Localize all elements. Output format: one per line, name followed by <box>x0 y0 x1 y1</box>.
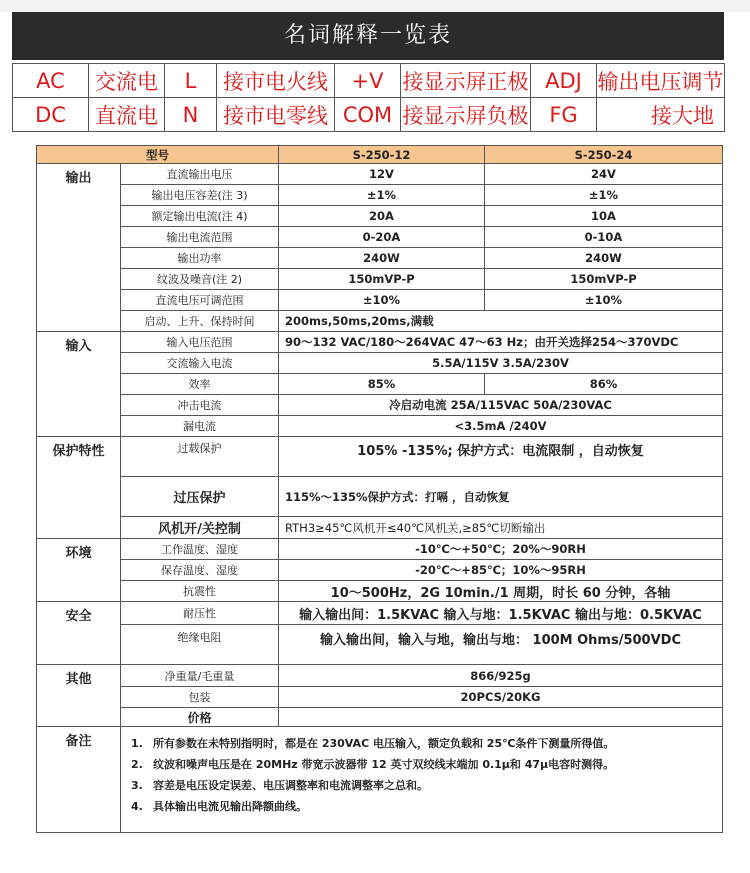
table-row <box>37 269 723 290</box>
category-output: 输出 <box>37 164 121 332</box>
term-meaning: 接显示屏正极 <box>401 64 531 98</box>
table-row <box>37 517 723 539</box>
table-row <box>37 539 723 560</box>
table-row <box>37 625 723 665</box>
value-cell: 20A <box>279 206 485 227</box>
param-label: 直流电压可调范围 <box>121 290 279 311</box>
value-cell: 输入输出间，输入与地，输出与地： 100M Ohms/500VDC <box>279 625 723 665</box>
spec-header-row <box>37 146 723 164</box>
note-item <box>131 733 712 754</box>
value-cell: 10～500Hz，2G 10min./1 周期，时长 60 分钟，各轴 <box>279 581 723 602</box>
term-meaning: 交流电 <box>89 64 165 98</box>
note-text: 容差是电压设定误差、电压调整率和电流调整率之总和。 <box>153 779 428 792</box>
param-label: 冲击电流 <box>121 395 279 416</box>
terms-row <box>13 98 725 132</box>
term-abbr: FG <box>531 98 597 132</box>
table-row <box>37 727 723 833</box>
table-row <box>37 477 723 517</box>
term-meaning: 输出电压调节 <box>597 64 725 98</box>
value-cell: 240W <box>485 248 723 269</box>
table-row <box>37 206 723 227</box>
note-number: 3. <box>131 779 143 792</box>
param-label: 工作温度、湿度 <box>121 539 279 560</box>
category-protection: 保护特性 <box>37 437 121 539</box>
value-cell: RTH3≥45℃风机开≤40℃风机关,≥85℃切断输出 <box>279 517 723 539</box>
category-other: 其他 <box>37 665 121 727</box>
value-cell: 20PCS/20KG <box>279 687 723 708</box>
value-cell: 0-10A <box>485 227 723 248</box>
value-cell: ±10% <box>485 290 723 311</box>
term-abbr: AC <box>13 64 89 98</box>
term-meaning: 直流电 <box>89 98 165 132</box>
value-cell: -10℃～+50℃；20%～90RH <box>279 539 723 560</box>
table-row <box>37 581 723 602</box>
value-cell: 866/925g <box>279 665 723 687</box>
table-row <box>37 353 723 374</box>
table-row <box>37 164 723 185</box>
value-cell: ±1% <box>485 185 723 206</box>
note-item <box>131 796 712 817</box>
param-label: 输出电流范围 <box>121 227 279 248</box>
table-row <box>37 311 723 332</box>
value-cell: <3.5mA /240V <box>279 416 723 437</box>
term-abbr: L <box>165 64 217 98</box>
param-label: 启动、上升、保持时间 <box>121 311 279 332</box>
category-input: 输入 <box>37 332 121 437</box>
param-label: 漏电流 <box>121 416 279 437</box>
term-meaning: 接显示屏负极 <box>401 98 531 132</box>
term-meaning: 接大地 <box>597 98 725 132</box>
table-row <box>37 395 723 416</box>
table-row <box>37 227 723 248</box>
notes-cell <box>121 727 723 833</box>
header-model-1: S-250-12 <box>279 146 485 164</box>
table-row <box>37 687 723 708</box>
table-row <box>37 185 723 206</box>
table-row <box>37 560 723 581</box>
term-meaning: 接市电火线 <box>217 64 335 98</box>
value-cell: 86% <box>485 374 723 395</box>
param-label: 耐压性 <box>121 602 279 625</box>
param-label: 交流输入电流 <box>121 353 279 374</box>
note-item <box>131 775 712 796</box>
terms-row <box>13 64 725 98</box>
value-cell: 85% <box>279 374 485 395</box>
note-number: 2. <box>131 758 143 771</box>
spec-table <box>36 145 723 833</box>
note-item <box>131 754 712 775</box>
param-label: 净重量/毛重量 <box>121 665 279 687</box>
param-label: 绝缘电阻 <box>121 625 279 665</box>
param-label: 效率 <box>121 374 279 395</box>
value-cell: 冷启动电流 25A/115VAC 50A/230VAC <box>279 395 723 416</box>
term-abbr: N <box>165 98 217 132</box>
value-cell: 115%～135%保护方式：打嗝 ，自动恢复 <box>279 477 723 517</box>
value-cell: 24V <box>485 164 723 185</box>
value-cell: ±1% <box>279 185 485 206</box>
note-text: 具体输出电流见输出降额曲线。 <box>153 800 307 813</box>
value-cell: 105% -135%; 保护方式：电流限制 ，自动恢复 <box>279 437 723 477</box>
value-cell <box>279 708 723 727</box>
term-abbr: DC <box>13 98 89 132</box>
param-label: 过载保护 <box>121 437 279 477</box>
term-meaning: 接市电零线 <box>217 98 335 132</box>
param-label: 输出功率 <box>121 248 279 269</box>
value-cell: 150mVP-P <box>279 269 485 290</box>
value-cell: 5.5A/115V 3.5A/230V <box>279 353 723 374</box>
note-number: 1. <box>131 737 143 750</box>
table-row <box>37 248 723 269</box>
term-abbr: ADJ <box>531 64 597 98</box>
category-remarks: 备注 <box>37 727 121 833</box>
table-row <box>37 374 723 395</box>
param-label: 输出电压容差(注 3) <box>121 185 279 206</box>
param-label: 纹波及噪音(注 2) <box>121 269 279 290</box>
value-cell: 输入输出间：1.5KVAC 输入与地：1.5KVAC 输出与地：0.5KVAC <box>279 602 723 625</box>
note-text: 纹波和噪声电压是在 20MHz 带宽示波器带 12 英寸双绞线末端加 0.1μ和 47μ电容时测得。 <box>153 758 615 771</box>
note-number: 4. <box>131 800 143 813</box>
param-label: 价格 <box>121 708 279 727</box>
table-row <box>37 708 723 727</box>
table-row <box>37 437 723 477</box>
category-environment: 环境 <box>37 539 121 602</box>
table-row <box>37 665 723 687</box>
param-label: 输入电压范围 <box>121 332 279 353</box>
param-label: 风机开/关控制 <box>121 517 279 539</box>
value-cell: 0-20A <box>279 227 485 248</box>
value-cell: 200ms,50ms,20ms,满载 <box>279 311 723 332</box>
table-row <box>37 332 723 353</box>
param-label: 直流输出电压 <box>121 164 279 185</box>
param-label: 抗震性 <box>121 581 279 602</box>
terms-table <box>12 63 725 132</box>
value-cell: 90～132 VAC/180～264VAC 47～63 Hz；由开关选择254～370VDC <box>279 332 723 353</box>
top-strip <box>0 0 750 12</box>
value-cell: ±10% <box>279 290 485 311</box>
header-model-2: S-250-24 <box>485 146 723 164</box>
value-cell: 12V <box>279 164 485 185</box>
value-cell: 150mVP-P <box>485 269 723 290</box>
param-label: 包装 <box>121 687 279 708</box>
header-model: 型号 <box>37 146 279 164</box>
value-cell: -20℃～+85℃；10%～95RH <box>279 560 723 581</box>
note-text: 所有参数在未特别指明时，都是在 230VAC 电压输入，额定负载和 25℃条件下测量所得值。 <box>153 737 615 750</box>
term-abbr: COM <box>335 98 401 132</box>
page-title: 名词解释一览表 <box>12 12 724 60</box>
term-abbr: +V <box>335 64 401 98</box>
param-label: 额定输出电流(注 4) <box>121 206 279 227</box>
value-cell: 10A <box>485 206 723 227</box>
param-label: 过压保护 <box>121 477 279 517</box>
table-row <box>37 416 723 437</box>
table-row <box>37 290 723 311</box>
param-label: 保存温度、湿度 <box>121 560 279 581</box>
table-row <box>37 602 723 625</box>
category-safety: 安全 <box>37 602 121 665</box>
value-cell: 240W <box>279 248 485 269</box>
